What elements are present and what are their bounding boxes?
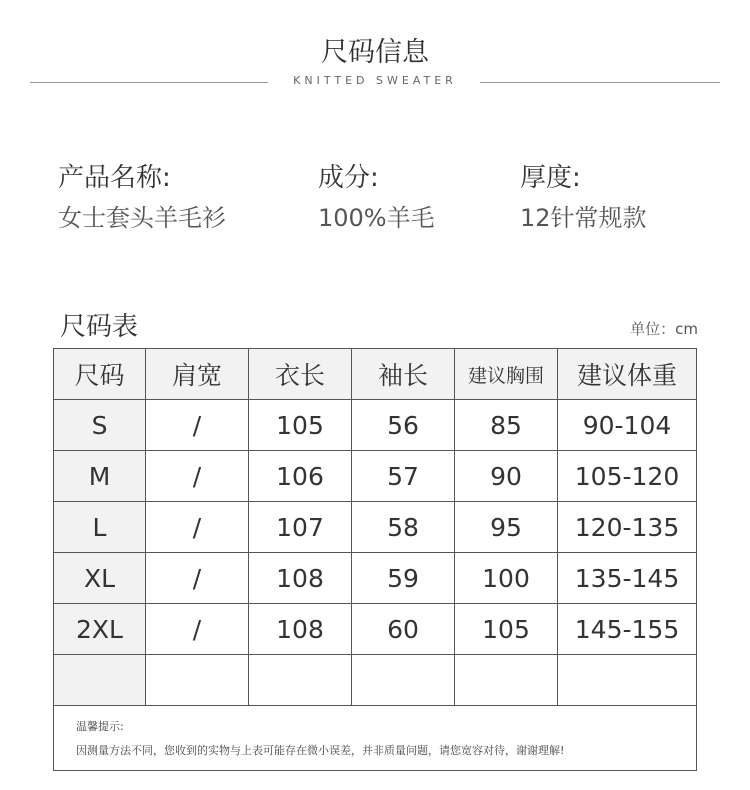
table-cell: 100 — [455, 553, 558, 604]
table-row — [54, 400, 697, 451]
column-header: 袖长 — [352, 349, 455, 400]
table-row — [54, 553, 697, 604]
table-cell: 2XL — [54, 604, 146, 655]
table-cell: 90-104 — [558, 400, 697, 451]
table-cell: 58 — [352, 502, 455, 553]
note-cell — [54, 706, 697, 771]
table-cell: 60 — [352, 604, 455, 655]
table-row — [54, 502, 697, 553]
info-value: 100%羊毛 — [318, 204, 435, 232]
empty-cell — [146, 655, 249, 706]
info-thickness — [520, 160, 647, 236]
table-cell: 57 — [352, 451, 455, 502]
table-cell: XL — [54, 553, 146, 604]
table-cell: 135-145 — [558, 553, 697, 604]
table-cell: L — [54, 502, 146, 553]
size-table — [53, 348, 697, 771]
table-cell: S — [54, 400, 146, 451]
empty-cell — [558, 655, 697, 706]
empty-cell — [352, 655, 455, 706]
page-subtitle: KNITTED SWEATER — [293, 74, 457, 87]
divider-right — [480, 82, 720, 83]
table-cell: 90 — [455, 451, 558, 502]
note-title: 温馨提示: — [76, 720, 124, 733]
table-cell: 108 — [249, 553, 352, 604]
note-text: 因测量方法不同，您收到的实物与上表可能存在微小误差，并非质量问题，请您宽容对待，谢谢理解! — [76, 744, 565, 757]
info-product-name — [58, 160, 226, 236]
note-row — [54, 706, 697, 771]
empty-cell — [54, 655, 146, 706]
table-cell: M — [54, 451, 146, 502]
size-table-title: 尺码表 — [60, 312, 139, 342]
empty-cell — [249, 655, 352, 706]
table-cell: 105 — [249, 400, 352, 451]
subtitle-row — [30, 74, 720, 92]
table-cell: 120-135 — [558, 502, 697, 553]
info-material — [318, 160, 435, 236]
info-label: 产品名称: — [58, 163, 171, 193]
empty-row — [54, 655, 697, 706]
table-cell: 105 — [455, 604, 558, 655]
column-header: 衣长 — [249, 349, 352, 400]
table-cell: 85 — [455, 400, 558, 451]
table-cell: 59 — [352, 553, 455, 604]
table-cell: 95 — [455, 502, 558, 553]
table-cell: / — [146, 451, 249, 502]
column-header: 建议体重 — [558, 349, 697, 400]
table-cell: 145-155 — [558, 604, 697, 655]
table-cell: / — [146, 604, 249, 655]
table-cell: 56 — [352, 400, 455, 451]
column-header: 尺码 — [54, 349, 146, 400]
table-cell: 106 — [249, 451, 352, 502]
table-cell: / — [146, 400, 249, 451]
empty-cell — [455, 655, 558, 706]
table-cell: / — [146, 553, 249, 604]
info-label: 成分: — [318, 163, 379, 193]
column-header: 建议胸围 — [455, 349, 558, 400]
table-cell: 108 — [249, 604, 352, 655]
table-cell: 105-120 — [558, 451, 697, 502]
info-value: 女士套头羊毛衫 — [58, 204, 226, 232]
table-cell: 107 — [249, 502, 352, 553]
info-value: 12针常规款 — [520, 204, 647, 232]
unit-label: 单位：cm — [630, 320, 698, 338]
table-row — [54, 451, 697, 502]
column-header: 肩宽 — [146, 349, 249, 400]
table-cell: / — [146, 502, 249, 553]
page-title: 尺码信息 — [321, 37, 429, 68]
table-row — [54, 604, 697, 655]
table-header-row — [54, 349, 697, 400]
info-label: 厚度: — [520, 163, 581, 193]
